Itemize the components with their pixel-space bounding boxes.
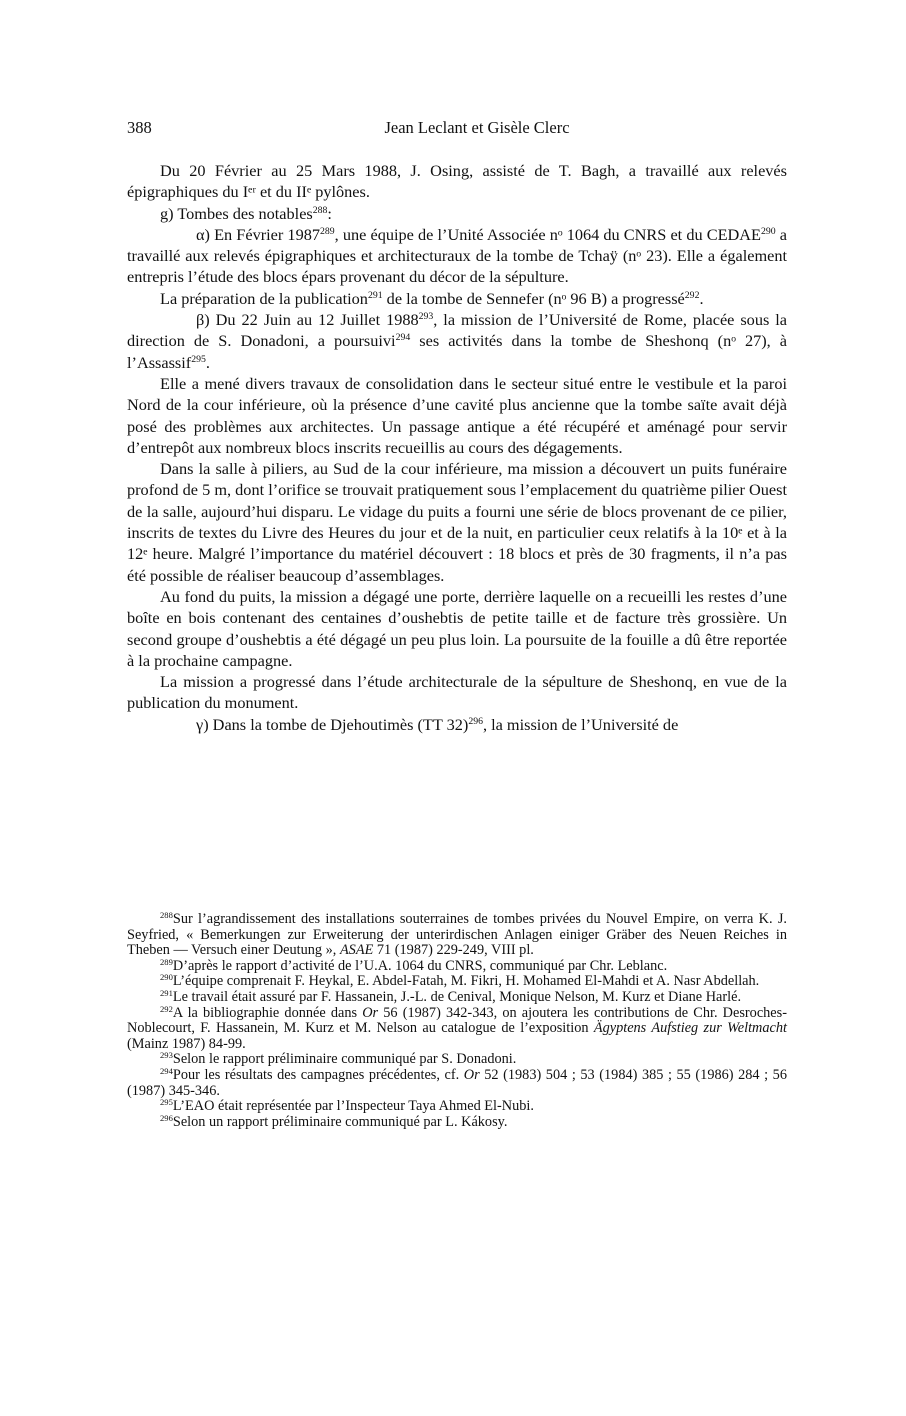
footnote-294: $^{294}$Pour les résultats des campagnes précédentes, cf. Or 52 (1983) 504 ; 53 (1984) 385 ; 55 (1986) 284 ; 56 (1987) 345-346. xyxy=(127,1065,787,1099)
paragraph-gamma: γ) Dans la tombe de Djehoutimès (TT 32)$^{296}$, la mission de l’Université de xyxy=(196,714,679,734)
paragraph-sheshonq: La mission a progressé dans l’étude architecturale de la sépulture de Sheshonq, en vue de la publication du monument. xyxy=(127,672,787,713)
paragraph-beta: β) Du 22 Juin au 12 Juillet 1988$^{293}$, la mission de l’Université de Rome, placée sous la direction de S. Donadoni, a poursuivi$^{294}$ ses activités dans la tombe de Sheshonq (nᵒ 27), à l’Assassif$^{295}$. xyxy=(127,310,787,372)
footnote-ref: 292 xyxy=(684,289,700,301)
footnote-289: $^{289}$D’après le rapport d’activité de l’U.A. 1064 du CNRS, communiqué par Chr. Leblanc. xyxy=(160,956,668,974)
footnote-ref: 293 xyxy=(418,311,434,323)
paragraph-osing: Du 20 Février au 25 Mars 1988, J. Osing, assisté de T. Bagh, a travaillé aux relevés épigraphiques du Iᵉʳ et du IIᵉ pylônes. xyxy=(127,161,787,202)
paragraph-alpha: α) En Février 1987$^{289}$, une équipe de l’Unité Associée nᵒ 1064 du CNRS et du CEDAE$^{290}$ a travaillé aux relevés épigraphiques et architecturaux de la tombe de Tchaÿ (nᵒ 23). Elle a également entrepris l’étude des blocs épars provenant du décor de la sépulture. xyxy=(127,224,788,287)
main-text xyxy=(127,160,787,735)
footnote-ref: 290 xyxy=(761,226,776,238)
footnote-ref: 291 xyxy=(367,289,383,301)
page-header xyxy=(127,118,787,140)
paragraph-consolidation: Elle a mené divers travaux de consolidation dans le secteur situé entre le vestibule et la paroi Nord de la cour inférieure, où la présence d’une cavité plus ancienne que la tombe saïte avait déjà posé des problèmes aux architectes. Un passage antique a été récupéré et aménagé pour servir d’entrepôt aux nombreux blocs inscrits recueillis au cours des dégagements. xyxy=(127,373,787,457)
section-heading-notables: g) Tombes des notables$^{288}$: xyxy=(160,203,332,223)
footnote-ref: 296 xyxy=(468,715,483,727)
footnote-291: $^{291}$Le travail était assuré par F. Hassanein, J.-L. de Cenival, Monique Nelson, M. Kurz et Diane Harlé. xyxy=(160,987,742,1005)
footnote-ref: 295 xyxy=(191,353,206,365)
footnote-292: $^{292}$A la bibliographie donnée dans Or 56 (1987) 342-343, on ajoutera les contributions de Chr. Desroches-Noblecourt, F. Hassanein, M. Kurz et M. Nelson au catalogue de l’exposition Ägyptens Aufstieg zur Weltmacht (Mainz 1987) 84-99. xyxy=(127,1003,787,1052)
footnote-ref: 288 xyxy=(312,204,328,216)
paragraph-piliers: Dans la salle à piliers, au Sud de la cour inférieure, ma mission a découvert un puits funéraire profond de 5 m, dont l’orifice se trouvait pratiquement sous l’emplacement du quatrième pilier Ouest de la salle, aujourd’hui disparu. Le vidage du puits a fourni une série de blocs provenant de ce pilier, inscrits de textes du Livre des Heures du jour et de la nuit, en particulier ceux relatifs à la 10ᵉ et à la 12ᵉ heure. Malgré l’importance du matériel découvert : 18 blocs et près de 30 fragments, il n’a pas été possible de réaliser beaucoup d’assemblages. xyxy=(127,459,787,585)
footnote-293: $^{293}$Selon le rapport préliminaire communiqué par S. Donadoni. xyxy=(160,1050,517,1068)
footnote-290: $^{290}$L’équipe comprenait F. Heykal, E. Abdel-Fatah, M. Fikri, H. Mohamed El-Mahdi et A. Nasr Abdellah. xyxy=(160,972,760,990)
paragraph-sennefer: La préparation de la publication$^{291}$ de la tombe de Sennefer (nᵒ 96 B) a progressé$^{292}$. xyxy=(160,288,704,308)
paragraph-puits: Au fond du puits, la mission a dégagé une porte, derrière laquelle on a recueilli les restes d’une boîte en bois contenant des centaines d’oushebtis de petite taille et de facture très grossière. Un second groupe d’oushebtis a été dégagé un peu plus loin. La poursuite de la fouille a dû être reportée à la prochaine campagne. xyxy=(127,586,787,670)
page-number: 388 xyxy=(127,118,152,137)
footnotes xyxy=(127,909,787,1130)
footnote-295: $^{295}$L’EAO était représentée par l’Inspecteur Taya Ahmed El-Nubi. xyxy=(160,1096,534,1115)
footnote-296: $^{296}$Selon un rapport préliminaire communiqué par L. Kákosy. xyxy=(160,1112,508,1130)
footnote-ref: 294 xyxy=(395,332,411,344)
footnote-288: $^{288}$Sur l’agrandissement des installations souterraines de tombes privées du Nouvel Empire, on verra K. J. Seyfried, « Bemerkungen zur Erweiterung der unterirdischen Anlagen einiger Gräber des Neuen Reiches in Theben — Versuch einer Deutung », ASAE 71 (1987) 229-249, VIII pl. xyxy=(127,909,787,959)
running-title: Jean Leclant et Gisèle Clerc xyxy=(384,118,570,137)
footnote-ref: 289 xyxy=(320,226,335,238)
